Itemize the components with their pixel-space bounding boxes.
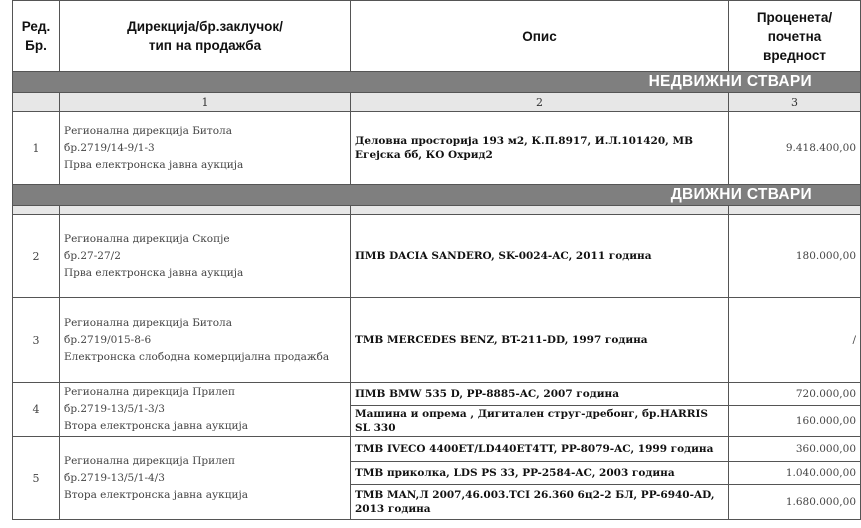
spacer-cell <box>729 206 861 215</box>
item-description: Машина и опрема , Дигитален струг-дребонг, бр.HARRIS SL 330 <box>351 406 729 437</box>
row-directorate <box>60 437 351 520</box>
header-value-line2: почетна <box>767 28 822 44</box>
spacer-cell <box>351 206 729 215</box>
header-directorate-line2: тип на продажба <box>148 38 262 53</box>
section-title: НЕДВИЖНИ СТВАРИ <box>13 72 861 93</box>
header-value <box>729 1 861 72</box>
row-number: 2 <box>13 215 60 298</box>
column-number-blank <box>13 93 60 112</box>
section-real-estate <box>13 72 861 93</box>
item-description: ТМВ приколка, LDS PS 33, PP-2584-AC, 2003 година <box>351 462 729 485</box>
sale-type: Прва електронска јавна аукција <box>64 266 244 279</box>
table-row <box>13 298 861 383</box>
item-description: Деловна просторија 193 м2, К.П.8917, И.Л.101420, МВ Егејска бб, КО Охрид2 <box>351 112 729 185</box>
section-title: ДВИЖНИ СТВАРИ <box>13 185 861 206</box>
item-description: ПМВ BMW 535 D, PP-8885-AC, 2007 година <box>351 383 729 406</box>
item-value: 9.418.400,00 <box>729 112 861 185</box>
item-description: ПМВ DACIA SANDERO, SK-0024-AC, 2011 година <box>351 215 729 298</box>
spacer-cell <box>13 206 60 215</box>
header-description: Опис <box>351 1 729 72</box>
directorate-name: Регионална дирекција Битола <box>64 316 232 329</box>
auction-table <box>12 0 861 520</box>
sale-type: Прва електронска јавна аукција <box>64 158 244 171</box>
header-value-line1: Проценета/ <box>756 9 833 25</box>
spacer-cell <box>60 206 351 215</box>
directorate-name: Регионална дирекција Скопје <box>64 232 230 245</box>
column-number: 2 <box>351 93 729 112</box>
header-no: Ред. Бр. <box>13 1 60 72</box>
spacer-row <box>13 206 861 215</box>
column-number: 3 <box>729 93 861 112</box>
sale-type: Втора електронска јавна аукција <box>64 488 249 501</box>
item-value: 180.000,00 <box>729 215 861 298</box>
row-directorate <box>60 383 351 437</box>
item-description: ТМВ IVECO 4400ET/LD440ET4TT, PP-8079-AC, 1999 година <box>351 437 729 462</box>
item-value: 1.040.000,00 <box>729 462 861 485</box>
decision-number: бр.2719/015-8-6 <box>64 333 152 346</box>
item-value: / <box>729 298 861 383</box>
row-number: 4 <box>13 383 60 437</box>
decision-number: бр.2719/14-9/1-3 <box>64 141 155 154</box>
sale-type: Електронска слободна комерцијална продажба <box>64 350 330 363</box>
header-directorate-line1: Дирекција/бр.заклучок/ <box>127 19 283 34</box>
item-value: 360.000,00 <box>729 437 861 462</box>
table-row <box>13 215 861 298</box>
header-value-line3: вредност <box>763 47 826 63</box>
sale-type: Втора електронска јавна аукција <box>64 420 249 432</box>
item-description: ТМВ MERCEDES BENZ, BT-211-DD, 1997 година <box>351 298 729 383</box>
row-directorate <box>60 112 351 185</box>
column-number-row <box>13 93 861 112</box>
directorate-name: Регионална дирекција Прилеп <box>64 454 235 467</box>
section-movables <box>13 185 861 206</box>
header-directorate <box>60 1 351 72</box>
table-row <box>13 437 861 462</box>
column-number: 1 <box>60 93 351 112</box>
table-row <box>13 383 861 406</box>
item-description: ТМВ MAN,Л 2007,46.003.TCI 26.360 6ц2-2 БЛ, PP-6940-AD, 2013 година <box>351 485 729 520</box>
directorate-name: Регионална дирекција Битола <box>64 124 232 137</box>
table-row <box>13 112 861 185</box>
decision-number: бр.2719-13/5/1-4/3 <box>64 471 165 484</box>
row-number: 5 <box>13 437 60 520</box>
decision-number: бр.27-27/2 <box>64 249 121 262</box>
row-directorate <box>60 298 351 383</box>
decision-number: бр.2719-13/5/1-3/3 <box>64 403 165 415</box>
row-directorate <box>60 215 351 298</box>
header-row <box>13 1 861 72</box>
item-value: 160.000,00 <box>729 406 861 437</box>
item-value: 1.680.000,00 <box>729 485 861 520</box>
item-value: 720.000,00 <box>729 383 861 406</box>
directorate-name: Регионална дирекција Прилеп <box>64 386 235 398</box>
row-number: 3 <box>13 298 60 383</box>
row-number: 1 <box>13 112 60 185</box>
